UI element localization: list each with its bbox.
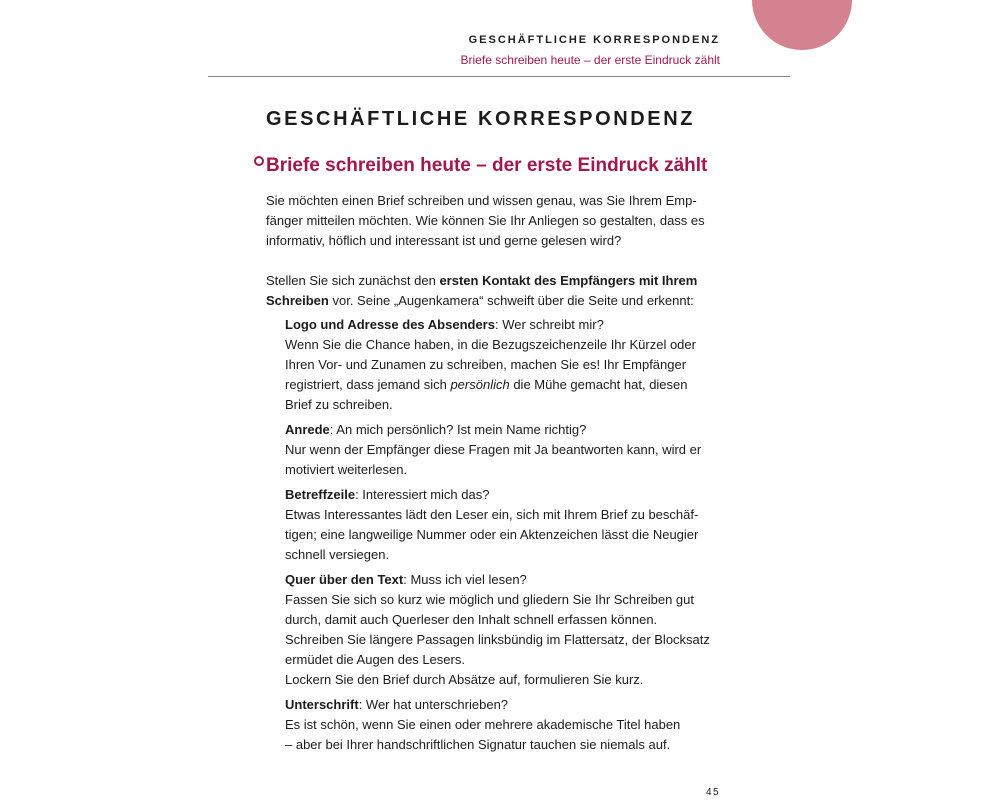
item-body-line: Nur wenn der Empfänger diese Fragen mit Ja beantworten kann, wird er	[285, 442, 702, 457]
lead-paragraph	[266, 271, 736, 311]
body-text: registriert, dass jemand sich	[285, 377, 451, 392]
item-term: Unterschrift	[285, 697, 359, 712]
item-body-line: schnell versiegen.	[285, 547, 390, 562]
item-heading	[285, 570, 736, 590]
item-body-line: Brief zu schreiben.	[285, 397, 393, 412]
running-header-subtitle: Briefe schreiben heute – der erste Eindruck zählt	[460, 53, 720, 67]
item-heading	[285, 420, 736, 440]
page-content	[266, 108, 736, 760]
running-header	[461, 34, 720, 67]
item-body-line: Wenn Sie die Chance haben, in die Bezugszeichenzeile Ihr Kürzel oder	[285, 337, 696, 352]
header-rule	[208, 76, 790, 77]
intro-line: informativ, höflich und interessant ist und gerne gelesen wird?	[266, 233, 622, 248]
item-term: Quer über den Text	[285, 572, 404, 587]
item-body-line: Lockern Sie den Brief durch Absätze auf, formulieren Sie kurz.	[285, 672, 644, 687]
section-title: Briefe schreiben heute – der erste Eindruck zählt	[266, 155, 708, 176]
item-term: Anrede	[285, 422, 330, 437]
item-question: : Muss ich viel lesen?	[403, 572, 527, 587]
item-question: : An mich persönlich? Ist mein Name richtig?	[329, 422, 587, 437]
item-body-line: motiviert weiterlesen.	[285, 462, 408, 477]
intro-paragraph	[266, 191, 736, 251]
lead-emphasis: Schreiben	[266, 293, 329, 308]
lead-text: vor. Seine „Augenkamera“ schweift über die Seite und erkennt:	[328, 293, 694, 308]
list-item	[285, 420, 736, 480]
section-heading	[266, 155, 736, 177]
running-header-title: GESCHÄFTLICHE KORRESPONDENZ	[468, 34, 720, 46]
item-term: Betreffzeile	[285, 487, 356, 502]
list-item	[285, 695, 736, 755]
item-body	[285, 505, 736, 565]
item-body-line: Schreiben Sie längere Passagen linksbündig im Flattersatz, der Blocksatz	[285, 632, 710, 647]
item-body-line: Etwas Interessantes lädt den Leser ein, sich mit Ihrem Brief zu beschäf-	[285, 507, 699, 522]
lead-line-1	[266, 271, 736, 291]
item-body-line: durch, damit auch Querleser den Inhalt schnell erfassen können.	[285, 612, 658, 627]
body-emphasis: persönlich	[450, 377, 510, 392]
lead-emphasis: ersten Kontakt des Empfängers mit Ihrem	[439, 273, 698, 288]
intro-line: Sie möchten einen Brief schreiben und wissen genau, was Sie Ihrem Emp-	[266, 193, 697, 208]
intro-line: fänger mitteilen möchten. Wie können Sie Ihr Anliegen so gestalten, dass es	[266, 213, 705, 228]
chapter-color-tab	[752, 0, 852, 50]
item-term: Logo und Adresse des Absenders	[285, 317, 495, 332]
item-body-line: tigen; eine langweilige Nummer oder ein Aktenzeichen lässt die Neugier	[285, 527, 699, 542]
list-item	[285, 485, 736, 565]
list-item	[285, 570, 736, 690]
lead-text: Stellen Sie sich zunächst den	[266, 273, 440, 288]
list-item	[285, 315, 736, 415]
page-number: 45	[706, 787, 721, 798]
item-body-line: Fassen Sie sich so kurz wie möglich und gliedern Sie Ihr Schreiben gut	[285, 592, 694, 607]
circle-bullet-icon	[254, 156, 264, 166]
item-body-line: – aber bei Ihrer handschriftlichen Signatur tauchen sie niemals auf.	[285, 737, 671, 752]
item-heading	[285, 695, 736, 715]
chapter-title: GESCHÄFTLICHE KORRESPONDENZ	[266, 108, 696, 130]
element-list	[285, 315, 736, 755]
item-body	[285, 335, 736, 415]
item-body	[285, 440, 736, 480]
item-body	[285, 715, 736, 755]
item-heading	[285, 315, 736, 335]
item-body	[285, 590, 736, 690]
item-question: : Wer hat unterschrieben?	[358, 697, 509, 712]
lead-line-2	[266, 291, 736, 311]
body-text: die Mühe gemacht hat, diesen	[509, 377, 688, 392]
item-body-line: ermüdet die Augen des Lesers.	[285, 652, 465, 667]
item-body-line: Es ist schön, wenn Sie einen oder mehrere akademische Titel haben	[285, 717, 681, 732]
item-question: : Wer schreibt mir?	[494, 317, 604, 332]
item-body-line	[285, 375, 736, 395]
item-body-line: Ihren Vor- und Zunamen zu schreiben, machen Sie es! Ihr Empfänger	[285, 357, 687, 372]
item-heading	[285, 485, 736, 505]
item-question: : Interessiert mich das?	[355, 487, 490, 502]
